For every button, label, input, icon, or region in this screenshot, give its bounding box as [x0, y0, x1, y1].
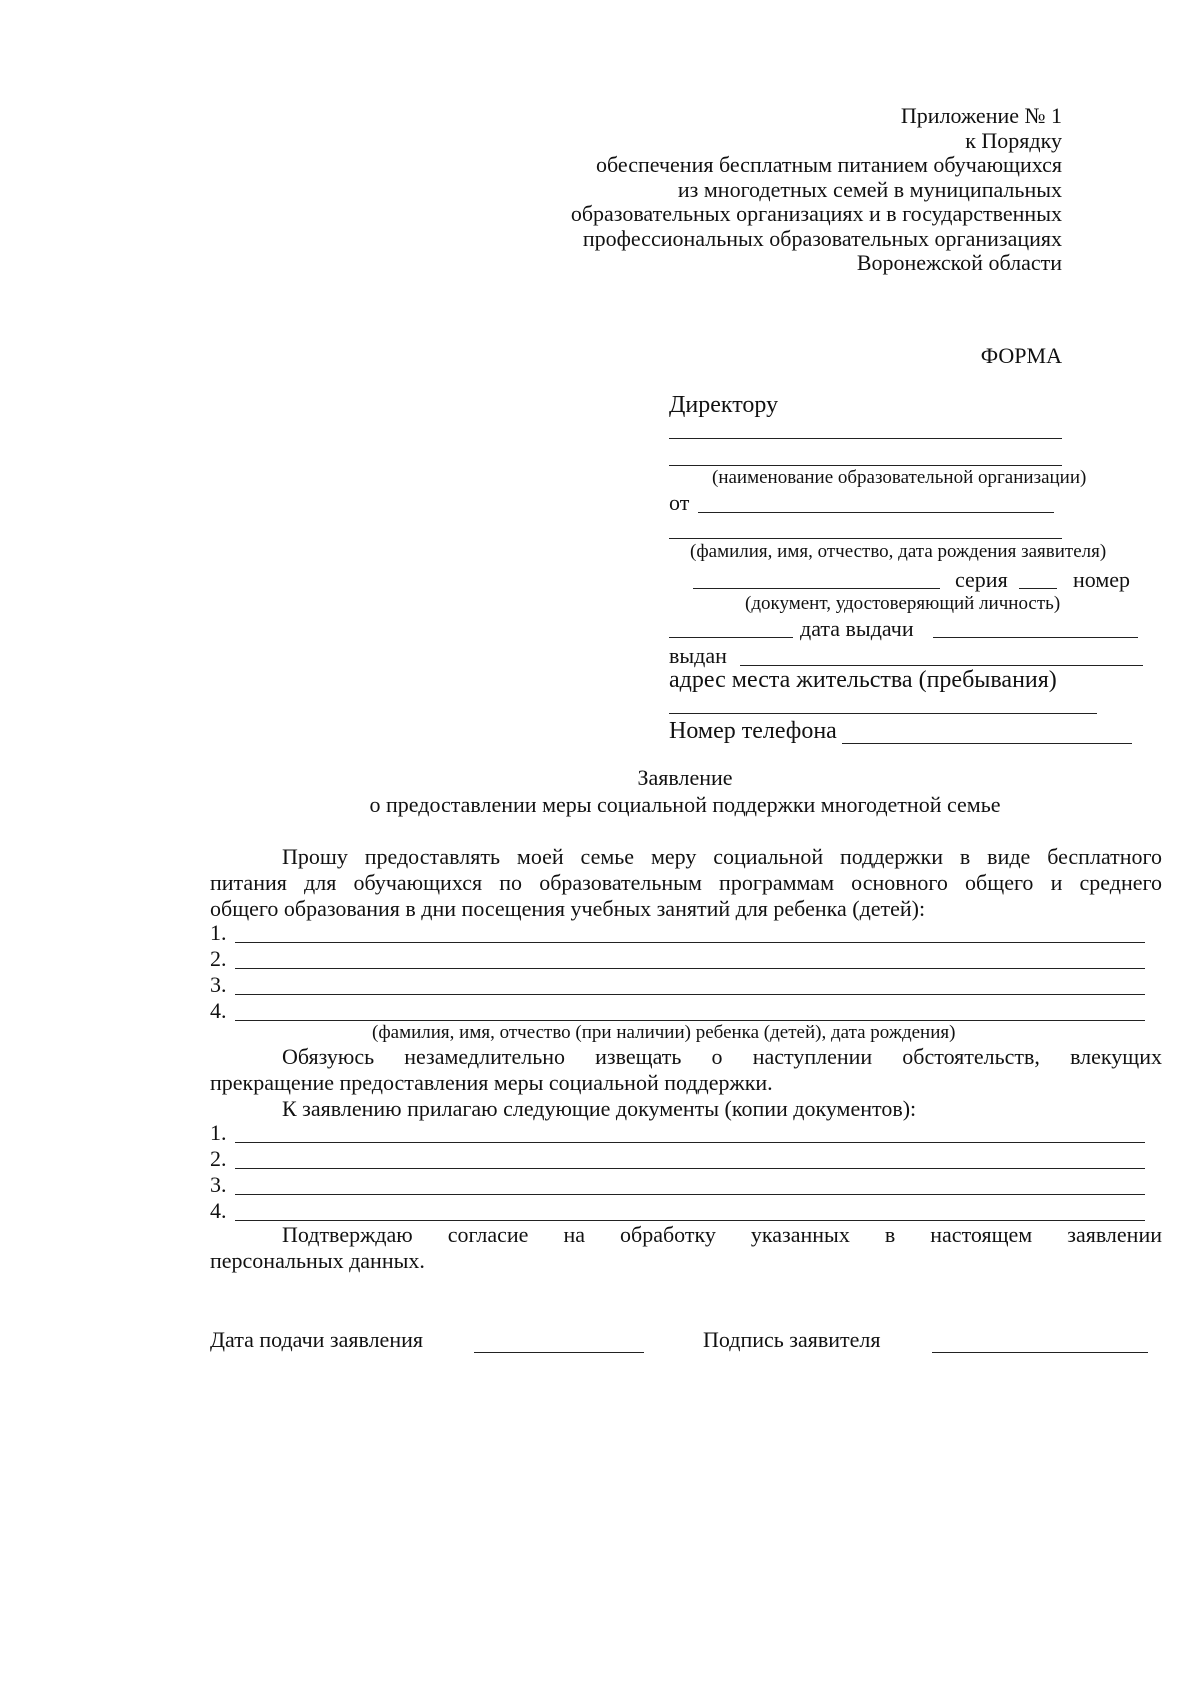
applicant-caption: (фамилия, имя, отчество, дата рождения заявителя) — [690, 541, 1107, 562]
number-label: номер — [1073, 567, 1131, 592]
child-line-4[interactable] — [235, 1020, 1145, 1021]
documents-number: 4. — [210, 1198, 227, 1223]
consent-line: персональных данных. — [210, 1248, 425, 1273]
children-number: 2. — [210, 946, 227, 971]
id-number-line[interactable] — [669, 637, 793, 638]
signature-label: Подпись заявителя — [703, 1327, 881, 1352]
appendix-line: Приложение № 1 — [900, 103, 1062, 128]
document-line-3[interactable] — [235, 1194, 1145, 1195]
org-name-line-2[interactable] — [669, 465, 1062, 466]
phone-line[interactable] — [842, 743, 1132, 744]
to-director-label: Директору — [669, 392, 779, 418]
child-line-3[interactable] — [235, 994, 1145, 995]
children-number: 1. — [210, 920, 227, 945]
date-line[interactable] — [474, 1352, 644, 1353]
issued-by-line[interactable] — [740, 665, 1143, 666]
appendix-line: Воронежской области — [856, 250, 1062, 275]
request-line: Прошу предоставлять моей семье меру социальной поддержки в виде бесплатного — [282, 844, 1162, 869]
series-line[interactable] — [1019, 588, 1057, 589]
documents-number: 2. — [210, 1146, 227, 1171]
address-label: адрес места жительства (пребывания) — [669, 667, 1057, 693]
appendix-line: обеспечения бесплатным питанием обучающихся — [596, 152, 1062, 177]
appendix-line: профессиональных образовательных организациях — [582, 225, 1062, 251]
series-label: серия — [955, 567, 1008, 592]
statement-subtitle: о предоставлении меры социальной поддержки многодетной семье — [369, 792, 1001, 817]
appendix-header — [502, 104, 1062, 276]
issued-by-label: выдан — [669, 643, 727, 668]
request-line: питания для обучающихся по образовательным программам основного общего и среднего — [210, 870, 1162, 895]
id-doc-line[interactable] — [693, 588, 940, 589]
documents-number: 3. — [210, 1172, 227, 1197]
signature-line[interactable] — [932, 1352, 1148, 1353]
appendix-line: из многодетных семей в муниципальных — [677, 176, 1062, 202]
documents-intro: К заявлению прилагаю следующие документы (копии документов): — [282, 1096, 917, 1121]
org-name-caption: (наименование образовательной организации) — [712, 467, 1087, 488]
document-line-4[interactable] — [235, 1220, 1145, 1221]
issue-date-label: дата выдачи — [800, 616, 914, 641]
document-line-1[interactable] — [235, 1142, 1145, 1143]
appendix-line: образовательных организациях и в государственных — [570, 201, 1062, 226]
child-line-2[interactable] — [235, 968, 1145, 969]
child-line-1[interactable] — [235, 942, 1145, 943]
forma-label: ФОРМА — [980, 343, 1062, 368]
obligation-line: прекращение предоставления меры социальной поддержки. — [210, 1070, 773, 1095]
document-line-2[interactable] — [235, 1168, 1145, 1169]
children-number: 3. — [210, 972, 227, 997]
obligation-line: Обязуюсь незамедлительно извещать о наступлении обстоятельств, влекущих — [282, 1044, 1162, 1069]
children-caption: (фамилия, имя, отчество (при наличии) ребенка (детей), дата рождения) — [372, 1022, 956, 1043]
appendix-line: к Порядку — [965, 127, 1062, 153]
children-number: 4. — [210, 998, 227, 1023]
issue-date-line[interactable] — [933, 637, 1138, 638]
request-line: общего образования в дни посещения учебных занятий для ребенка (детей): — [210, 896, 926, 921]
address-line[interactable] — [669, 713, 1097, 714]
applicant-line-1[interactable] — [698, 512, 1054, 513]
org-name-line-1[interactable] — [669, 438, 1062, 439]
consent-line: Подтверждаю согласие на обработку указанных в настоящем заявлении — [282, 1222, 1162, 1247]
statement-title: Заявление — [637, 765, 733, 790]
documents-number: 1. — [210, 1120, 227, 1145]
date-label: Дата подачи заявления — [210, 1327, 423, 1352]
applicant-line-2[interactable] — [669, 538, 1062, 539]
phone-label: Номер телефона — [669, 718, 837, 744]
from-label: от — [669, 490, 690, 515]
id-doc-caption: (документ, удостоверяющий личность) — [745, 593, 1061, 614]
